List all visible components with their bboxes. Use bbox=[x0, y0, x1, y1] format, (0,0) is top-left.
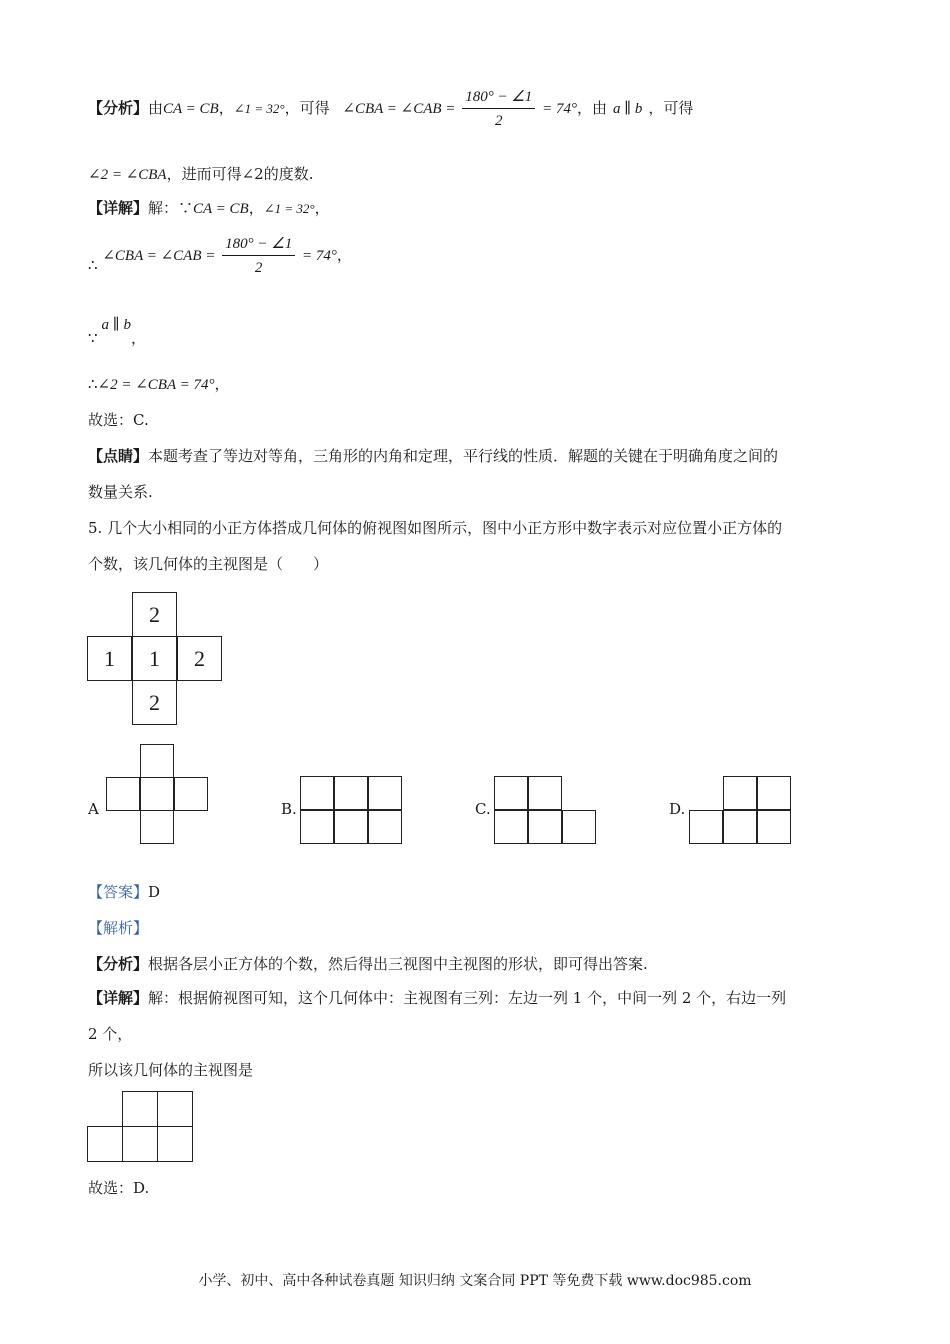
figure-cell bbox=[122, 1126, 158, 1162]
detail-line-4 bbox=[88, 374, 230, 395]
figure-cell bbox=[689, 810, 723, 844]
figure-cell bbox=[106, 777, 140, 811]
text: ， bbox=[214, 375, 230, 393]
detail-2-line-3: 所以该几何体的主视图是 bbox=[88, 1061, 254, 1079]
figure-cell bbox=[122, 1091, 158, 1127]
detail-line-3 bbox=[88, 314, 146, 350]
text: 解：根据俯视图可知，这个几何体中：主视图有三列：左边一列 1 个，中间一列 2 个，右边一列 bbox=[148, 989, 787, 1007]
equation: = 74° bbox=[542, 101, 577, 117]
equation: ∠2 = ∠CBA = 74° bbox=[97, 377, 215, 393]
analysis-label: 【分析】 bbox=[88, 955, 149, 973]
figure-cell bbox=[174, 777, 208, 811]
text: 本题考查了等边对等角，三角形的内角和定理，平行线的性质．解题的关键在于明确角度之间的 bbox=[148, 447, 779, 465]
because-symbol: ∵ bbox=[88, 329, 98, 347]
parallel-notation: a ∥ b bbox=[612, 101, 643, 117]
option-a-label: A bbox=[88, 800, 99, 818]
detail-line-2 bbox=[88, 230, 352, 280]
figure-cell bbox=[140, 777, 174, 811]
figure-cell bbox=[334, 776, 368, 810]
equation: ∠2 = ∠CBA bbox=[88, 167, 167, 183]
final-choice: 故选：D. bbox=[88, 1179, 150, 1197]
text: ， bbox=[248, 199, 264, 217]
figure-cell bbox=[334, 810, 368, 844]
text: 解：∵ bbox=[148, 199, 194, 217]
angle-value: ∠1 = 32° bbox=[263, 201, 315, 216]
question-5-line-2: 个数，该几何体的主视图是（ ） bbox=[88, 555, 329, 573]
option-b-label: B. bbox=[281, 800, 297, 818]
top-view-cell-left: 1 bbox=[87, 636, 132, 681]
answer-line bbox=[88, 882, 160, 902]
text: ， bbox=[314, 199, 330, 217]
figure-cell bbox=[140, 744, 174, 778]
equation: = 74° bbox=[302, 248, 337, 264]
figure-cell bbox=[157, 1091, 193, 1127]
figure-cell bbox=[140, 810, 174, 844]
comment-label: 【点睛】 bbox=[88, 447, 149, 465]
top-view-cell-center: 1 bbox=[132, 636, 177, 681]
equation: CA = CB bbox=[163, 101, 219, 117]
figure-cell bbox=[757, 776, 791, 810]
analysis-label: 【分析】 bbox=[88, 99, 149, 117]
figure-cell bbox=[87, 1126, 123, 1162]
analysis-line-1 bbox=[88, 84, 693, 132]
analysis-line-2 bbox=[88, 164, 313, 185]
detail-label: 【详解】 bbox=[88, 199, 149, 217]
comment-line-2: 数量关系. bbox=[88, 483, 153, 501]
figure-cell bbox=[562, 810, 596, 844]
equation: ∠CBA = ∠CAB = bbox=[102, 248, 216, 264]
fraction-denominator: 2 bbox=[254, 260, 263, 276]
text: ，可得 bbox=[284, 99, 330, 117]
figure-cell bbox=[368, 810, 402, 844]
parallel-notation: a ∥ b bbox=[101, 317, 131, 333]
therefore-symbol: ∴ bbox=[88, 256, 98, 274]
answer-value: D bbox=[148, 883, 161, 901]
fraction-denominator: 2 bbox=[495, 113, 503, 129]
text: ，进而可得∠2的度数. bbox=[166, 165, 314, 183]
equation: ∠CBA = ∠CAB = bbox=[342, 101, 456, 117]
text: ， bbox=[336, 246, 352, 264]
comment-line-1 bbox=[88, 446, 778, 466]
option-d-label: D. bbox=[669, 800, 686, 818]
figure-cell bbox=[300, 776, 334, 810]
figure-cell bbox=[528, 810, 562, 844]
text: 根据各层小正方体的个数，然后得出三视图中主视图的形状，即可得出答案. bbox=[148, 955, 648, 973]
top-view-cell-right: 2 bbox=[177, 636, 222, 681]
top-view-cell-bottom: 2 bbox=[132, 680, 177, 725]
detail-label: 【详解】 bbox=[88, 989, 149, 1007]
question-5-line-1: 5. 几个大小相同的小正方体搭成几何体的俯视图如图所示，图中小正方形中数字表示对应位置小正方体的 bbox=[88, 519, 783, 537]
top-view-cell-top: 2 bbox=[132, 592, 177, 637]
angle-value: ∠1 = 32° bbox=[233, 101, 285, 116]
detail-2-line-1 bbox=[88, 988, 786, 1008]
text: 由 bbox=[148, 99, 164, 117]
figure-cell bbox=[528, 776, 562, 810]
text: ，由 bbox=[576, 99, 607, 117]
top-view-diagram bbox=[87, 592, 224, 729]
option-c-label: C. bbox=[475, 800, 491, 818]
figure-cell bbox=[494, 776, 528, 810]
figure-cell bbox=[723, 776, 757, 810]
figure-cell bbox=[368, 776, 402, 810]
detail-choice: 故选：C. bbox=[88, 411, 149, 429]
equation: CA = CB bbox=[193, 201, 249, 217]
detail-line-1 bbox=[88, 198, 330, 219]
explain-label: 【解析】 bbox=[88, 919, 149, 937]
figure-cell bbox=[757, 810, 791, 844]
fraction-numerator: 180° − ∠1 bbox=[462, 87, 535, 109]
text: ， bbox=[130, 329, 146, 347]
fraction bbox=[222, 234, 295, 278]
figure-cell bbox=[157, 1126, 193, 1162]
analysis-2-line bbox=[88, 954, 648, 974]
fraction bbox=[462, 87, 535, 131]
text: ， bbox=[218, 99, 234, 117]
text: ，可得 bbox=[648, 99, 694, 117]
detail-2-line-2: 2 个， bbox=[88, 1025, 133, 1043]
figure-cell bbox=[723, 810, 757, 844]
answer-label: 【答案】 bbox=[88, 883, 149, 901]
figure-cell bbox=[300, 810, 334, 844]
therefore-symbol: ∴ bbox=[88, 375, 98, 393]
page-footer: 小学、初中、高中各种试卷真题 知识归纳 文案合同 PPT 等免费下载 www.doc985.com bbox=[198, 1273, 752, 1289]
figure-cell bbox=[494, 810, 528, 844]
fraction-numerator: 180° − ∠1 bbox=[222, 234, 295, 256]
